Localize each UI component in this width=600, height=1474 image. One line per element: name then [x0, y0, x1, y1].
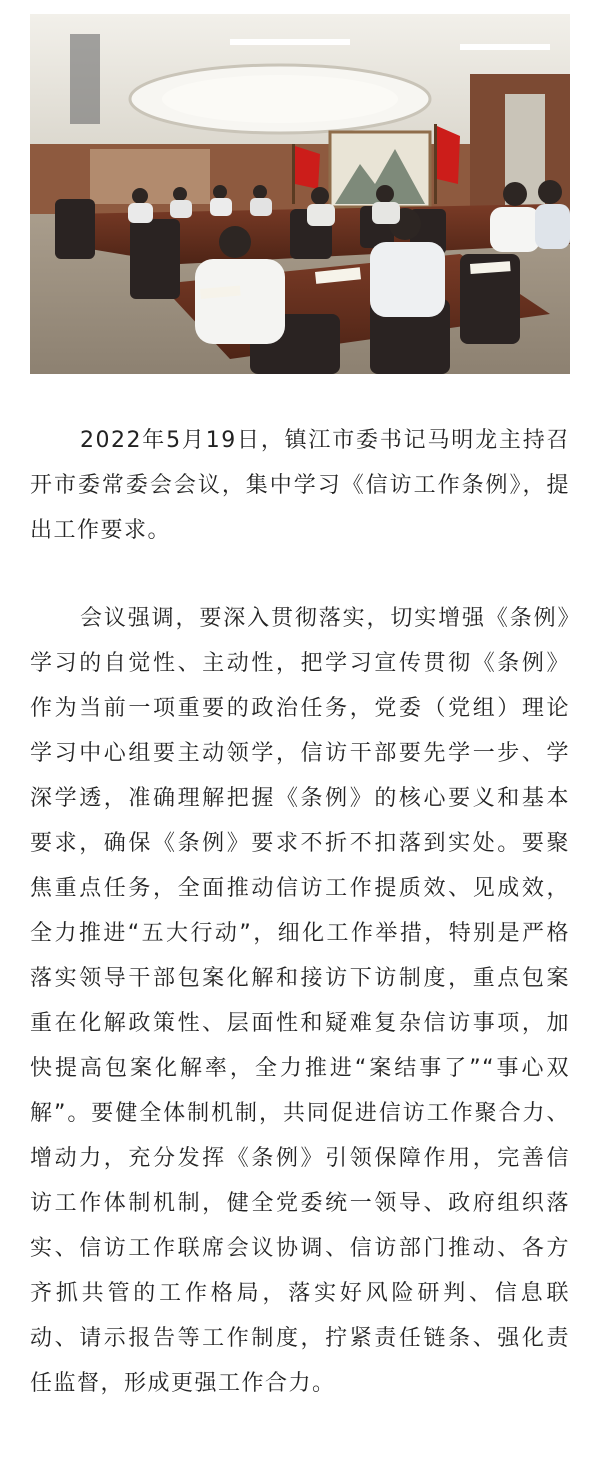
meeting-photo: [30, 14, 570, 374]
meeting-room-illustration: [30, 14, 570, 374]
article-paragraph-1: 2022年5月19日，镇江市委书记马明龙主持召开市委常委会会议，集中学习《信访工作条例》，提出工作要求。: [30, 428, 570, 543]
article-paragraph-2: 会议强调，要深入贯彻落实，切实增强《条例》学习的自觉性、主动性，把学习宣传贯彻《条例》作为当前一项重要的政治任务，党委（党组）理论学习中心组要主动领学，信访干部要先学一步、学深学透，准确理解把握《条例》的核心要义和基本要求，确保《条例》要求不折不扣落到实处。要聚焦重点任务，全面推动信访工作提质效、见成效，全力推进“五大行动”，细化工作举措，特别是严格落实领导干部包案化解和接访下访制度，重点包案重在化解政策性、层面性和疑难复杂信访事项，加快提高包案化解率，全力推进“案结事了”“事心双解”。要健全体制机制，共同促进信访工作聚合力、增动力，充分发挥《条例》引领保障作用，完善信访工作体制机制，健全党委统一领导、政府组织落实、信访工作联席会议协调、信访部门推动、各方齐抓共管的工作格局，落实好风险研判、信息联动、请示报告等工作制度，拧紧责任链条、强化责任监督，形成更强工作合力。: [30, 606, 570, 1396]
